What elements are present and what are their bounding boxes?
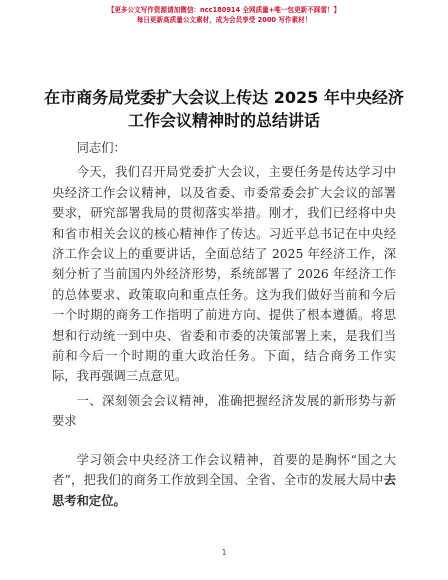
page-number: 1	[221, 548, 227, 557]
paragraph-2-text: 学习领会中央经济工作会议精神，首要的是胸怀“国之大者”，把我们的商务工作放到全国、全省、全市的发展大局中	[52, 452, 396, 488]
promo-header	[0, 5, 448, 25]
promo-line-2: 每日更新高质量公文素材，成为会员享受 2000 写作素材！	[136, 16, 312, 24]
paragraph-2-bold-text: 去思考和定位。	[52, 472, 396, 508]
document-body	[52, 138, 396, 511]
promo-line-1: 【更多公文写作资源请加微信：ncc180914 全网质量+唯一包更新不踩雷！】	[107, 6, 341, 14]
salutation: 同志们：	[76, 141, 126, 155]
document-title: 在市商务局党委扩大会议上传达 2025 年中央经济工作会议精神时的总结讲话	[44, 88, 404, 130]
section-heading-1: 一、深刻领会会议精神，准确把握经济发展的新形势与新要求	[52, 393, 396, 429]
paragraph-1: 今天，我们召开局党委扩大会议，主要任务是传达学习中央经济工作会议精神，以及省委、市委常委会扩大会议的部署要求，研究部署我局的贯彻落实举措。刚才，我们已经将中央和省市相关会议的核心精神作了传达。习近平总书记在中央经济工作会议上的重要讲话，全面总结了 2025 年经济工作，深刻分析了当前国内外经济形势，系统部署了 2026 年经济工作的总体要求、政策取向和重点任务。这为我们做好当前和今后一个时期的商务工作指明了前进方向、提供了根本遵循。将思想和行动统一到中央、省委和市委的决策部署上来，是我们当前和今后一个时期的重大政治任务。下面，结合商务工作实际，我再强调三点意见。	[52, 165, 396, 384]
paragraph-2	[52, 450, 396, 511]
